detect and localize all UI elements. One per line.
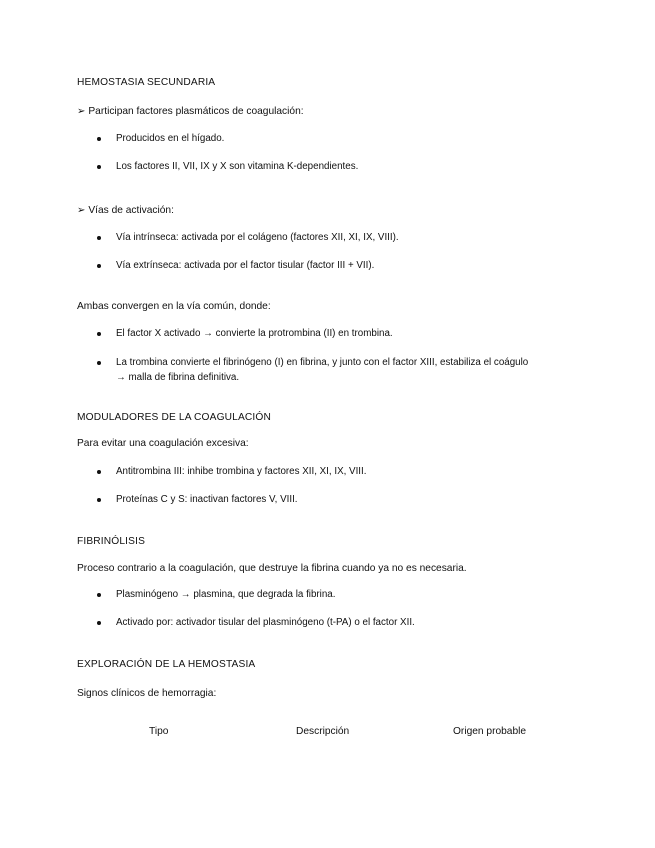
- bullet-icon: [97, 165, 101, 169]
- bullet-icon: [97, 498, 101, 502]
- bullet-icon: [97, 264, 101, 268]
- arrow-paragraph-participan: [77, 106, 304, 117]
- list-item: Proteínas C y S: inactivan factores V, VIII.: [116, 494, 298, 505]
- section-heading-hemostasia-secundaria: HEMOSTASIA SECUNDARIA: [77, 77, 216, 88]
- bullet-icon: [97, 137, 101, 141]
- list-item: Los factores II, VII, IX y X son vitamina K-dependientes.: [116, 161, 359, 172]
- bullet-icon: [97, 361, 101, 365]
- arrow-bullet-icon: ➢: [77, 106, 86, 117]
- list-item-continuation: → malla de fibrina definitiva.: [116, 372, 240, 383]
- list-item: La trombina convierte el fibrinógeno (I) en fibrina, y junto con el factor XIII, estabiliza el coágulo: [116, 357, 529, 368]
- list-item: Vía intrínseca: activada por el colágeno (factores XII, XI, IX, VIII).: [116, 232, 399, 243]
- bullet-icon: [97, 332, 101, 336]
- list-item: El factor X activado → convierte la protrombina (II) en trombina.: [116, 328, 393, 339]
- list-item: Activado por: activador tisular del plasminógeno (t-PA) o el factor XII.: [116, 617, 415, 628]
- paragraph-via-comun: Ambas convergen en la vía común, donde:: [77, 301, 271, 312]
- list-item: Antitrombina III: inhibe trombina y factores XII, XI, IX, VIII.: [116, 466, 367, 477]
- arrow-bullet-icon: ➢: [77, 205, 86, 216]
- paragraph-text: Vías de activación:: [88, 205, 174, 216]
- paragraph-signos-clinicos: Signos clínicos de hemorragia:: [77, 688, 217, 699]
- section-heading-moduladores: MODULADORES DE LA COAGULACIÓN: [77, 412, 271, 423]
- list-item: Plasminógeno → plasmina, que degrada la fibrina.: [116, 589, 336, 600]
- section-heading-exploracion: EXPLORACIÓN DE LA HEMOSTASIA: [77, 659, 256, 670]
- list-item: Producidos en el hígado.: [116, 133, 225, 144]
- arrow-paragraph-vias: [77, 205, 174, 216]
- paragraph-text: Participan factores plasmáticos de coagulación:: [88, 106, 304, 117]
- bullet-icon: [97, 593, 101, 597]
- paragraph-coagulacion-excesiva: Para evitar una coagulación excesiva:: [77, 438, 249, 449]
- bullet-icon: [97, 236, 101, 240]
- table-header-origen: Origen probable: [453, 726, 527, 737]
- list-item: Vía extrínseca: activada por el factor tisular (factor III + VII).: [116, 260, 375, 271]
- bullet-icon: [97, 621, 101, 625]
- bullet-icon: [97, 470, 101, 474]
- table-header-tipo: Tipo: [149, 726, 169, 737]
- table-header-descripcion: Descripción: [296, 726, 350, 737]
- section-heading-fibrinolisis: FIBRINÓLISIS: [77, 536, 146, 547]
- paragraph-proceso-contrario: Proceso contrario a la coagulación, que destruye la fibrina cuando ya no es necesaria.: [77, 563, 467, 574]
